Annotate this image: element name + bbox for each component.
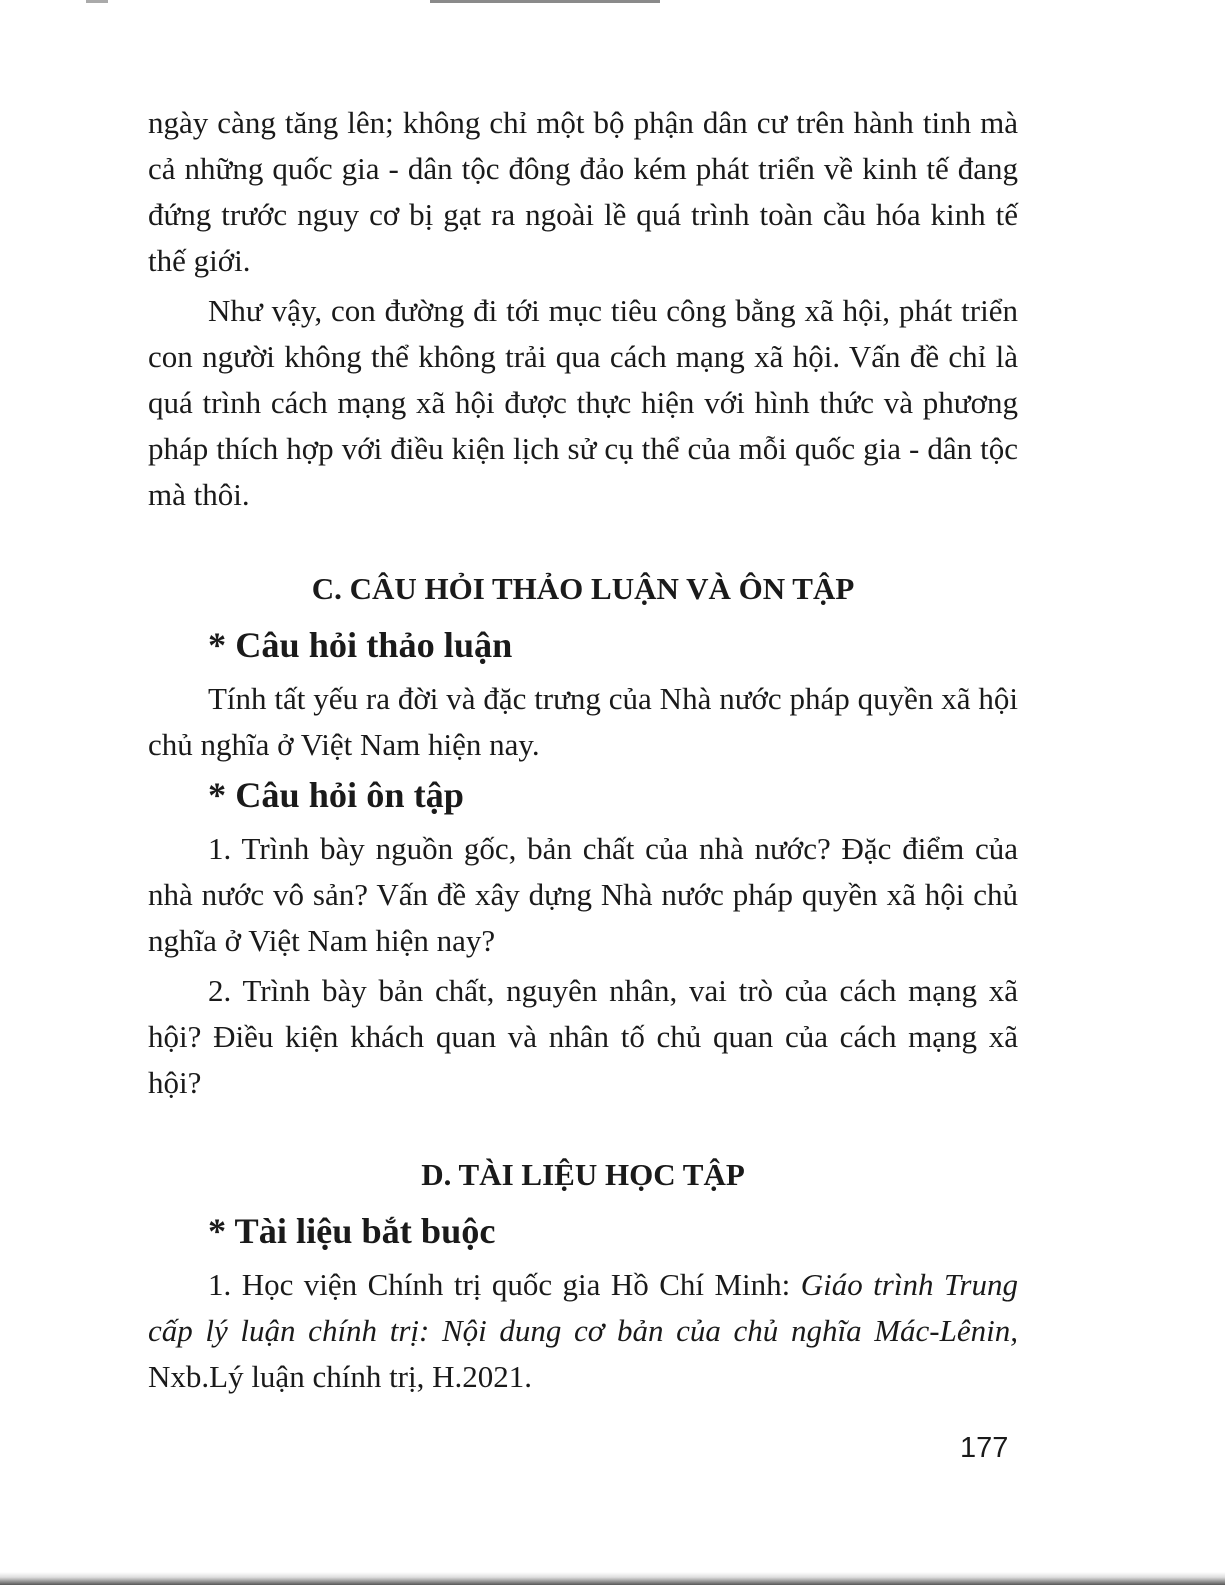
scan-edge-mark [0, 1572, 1225, 1585]
section-c-title: C. CÂU HỎI THẢO LUẬN VÀ ÔN TẬP [311, 571, 855, 606]
page-number: 177 [960, 1432, 1009, 1464]
discussion-questions-heading: * Câu hỏi thảo luận [208, 625, 513, 665]
scan-edge-mark [430, 0, 660, 3]
reference-publisher: Nxb.Lý luận chính trị, H.2021. [148, 1359, 533, 1394]
paragraph-conclusion: Như vậy, con đường đi tới mục tiêu công bằng xã hội, phát triển con người không thể không trải qua cách mạng xã hội. Vấn đề chỉ là quá trình cách mạng xã hội được thực hiện với hình thức và phương pháp thích hợp với điều kiện lịch sử cụ thể của mỗi quốc gia - dân tộc mà thôi. [148, 293, 1018, 512]
reference-author: 1. Học viện Chính trị quốc gia Hồ Chí Minh: [208, 1267, 801, 1302]
book-page [148, 100, 1018, 1404]
discussion-question: Tính tất yếu ra đời và đặc trưng của Nhà nước pháp quyền xã hội chủ nghĩa ở Việt Nam hiện nay. [148, 681, 1018, 762]
reference-title: Giáo trình Trung cấp lý luận chính trị: Nội dung cơ bản của chủ nghĩa Mác-Lênin, [148, 1267, 1018, 1348]
review-question-2: 2. Trình bày bản chất, nguyên nhân, vai trò của cách mạng xã hội? Điều kiện khách quan và nhân tố chủ quan của cách mạng xã hội? [148, 973, 1018, 1100]
review-question-1: 1. Trình bày nguồn gốc, bản chất của nhà nước? Đặc điểm của nhà nước vô sản? Vấn đề xây dựng Nhà nước pháp quyền xã hội chủ nghĩa ở Việt Nam hiện nay? [148, 831, 1018, 958]
section-d-title: D. TÀI LIỆU HỌC TẬP [421, 1157, 745, 1192]
required-materials-heading: * Tài liệu bắt buộc [208, 1211, 496, 1251]
review-questions-heading: * Câu hỏi ôn tập [208, 775, 464, 815]
scan-edge-mark [86, 0, 108, 3]
paragraph-continuation: ngày càng tăng lên; không chỉ một bộ phận dân cư trên hành tinh mà cả những quốc gia - dân tộc đông đảo kém phát triển về kinh tế đang đứng trước nguy cơ bị gạt ra ngoài lề quá trình toàn cầu hóa kinh tế thế giới. [148, 105, 1018, 278]
reference-item-1 [148, 1262, 1018, 1400]
